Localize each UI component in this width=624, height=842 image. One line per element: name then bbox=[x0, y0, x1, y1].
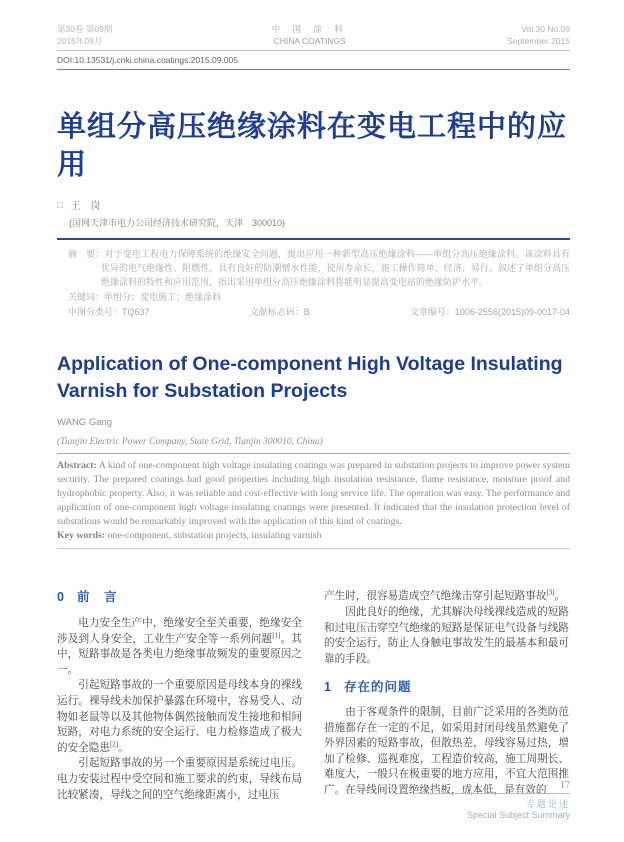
section-title: 前 言 bbox=[76, 590, 118, 605]
article-meta-row bbox=[68, 305, 570, 319]
keywords-text-zh: 单组分；变电施工；绝缘涂料 bbox=[104, 292, 222, 302]
abstract-zh bbox=[68, 247, 570, 289]
paragraph-text: 。其中，短路事故是各类电力绝缘事故频发的重要原因之一。 bbox=[57, 633, 302, 676]
keywords-zh bbox=[68, 290, 570, 304]
article-id: 文章编号：1006-2556(2015)09-0017-04 bbox=[409, 307, 570, 317]
volume-issue-zh: 第30卷 第09期 bbox=[57, 24, 113, 34]
volume-issue-en: Vol.30 No.09 bbox=[521, 24, 570, 34]
abstract-text-en: A kind of one-component high voltage insulating coatings was prepared in substation projects to improve power system security. The prepared coatings had good properties including high insulation resistance, flame resistance, moisture proof and hydrophobic property. Also, it was reliable and cost-effective with long service life. The operation was easy. The performance and application of one-component high voltage insulating coatings were presented. It indicated that the insulation protection level of substations would be remarkably improved with the application of this kind of coatings. bbox=[57, 460, 570, 527]
article-title-en: Application of One-component High Voltage Insulating Varnish for Substation Projects bbox=[57, 353, 563, 402]
section-heading-1 bbox=[324, 680, 569, 696]
left-column bbox=[57, 589, 302, 803]
doi: DOI:10.13531/j.cnki.china.coatings.2015.09.005 bbox=[57, 55, 238, 65]
paragraph bbox=[324, 589, 569, 605]
author-name-en: WANG Gang bbox=[57, 417, 113, 428]
header-center bbox=[272, 24, 348, 47]
header-right bbox=[507, 24, 570, 47]
author-name-zh: 王 岗 bbox=[70, 201, 101, 212]
column-name-zh: 专题论述 bbox=[525, 799, 570, 809]
abstract-label-zh: 摘 要： bbox=[68, 249, 105, 259]
doi-divider bbox=[57, 69, 570, 70]
author-row bbox=[57, 197, 570, 212]
body-columns bbox=[57, 589, 570, 803]
right-column bbox=[324, 589, 569, 803]
abstract-block-zh bbox=[57, 247, 570, 319]
abstract-text-zh: 对于变电工程电力保障系统的绝缘安全问题，提出应用一种新型高压绝缘涂料——单组分高压绝缘涂料。该涂料具有优异的电气绝缘性、阻燃性，具有良好的防潮憎水性能，使用寿命长，施工操作简单、经济、易行。叙述了单组分高压绝缘涂料的特性和应用范围，指出采用单组分高压绝缘涂料将能明显提高变电站的绝缘防护水平。 bbox=[101, 249, 570, 287]
header-left bbox=[57, 24, 112, 47]
keywords-en bbox=[57, 529, 570, 543]
section-heading-0 bbox=[57, 590, 302, 606]
paragraph-text: 产生时，很容易造成空气绝缘击穿引起短路事故 bbox=[324, 591, 547, 603]
keywords-label-en: Key words: bbox=[57, 529, 106, 541]
paragraph-text: 电力安全生产中，绝缘安全至关重要，绝缘安全涉及到人身安全，工业生产安全等一系列问题 bbox=[57, 618, 302, 645]
keywords-text-en: one-component, substation projects, insulating varnish bbox=[107, 529, 322, 541]
column-name-en: Special Subject Summary bbox=[466, 810, 570, 820]
date-zh: 2015年09月 bbox=[57, 35, 103, 46]
abstract-en bbox=[57, 459, 570, 529]
reference-marker: [3] bbox=[546, 588, 555, 597]
english-abstract-divider-bottom bbox=[57, 548, 570, 549]
title-divider-blue bbox=[57, 238, 570, 240]
author-marker-icon: □ bbox=[57, 199, 63, 210]
page-footer bbox=[414, 780, 570, 820]
paragraph-text: 引起短路事故的一个重要原因是母线本身的裸线运行。裸导线未加保护暴露在环境中，容易受人、动物如老鼠等以及其他物体偶然接触而发生接地和相间短路，对电力系统的安全运行、电力检修造成了极大的安全隐患 bbox=[57, 680, 302, 754]
date-en: September 2015 bbox=[507, 35, 570, 46]
article-title-zh: 单组分高压绝缘涂料在变电工程中的应用 bbox=[57, 111, 568, 181]
paragraph bbox=[57, 678, 302, 756]
paragraph: 由于客观条件的限制，目前广泛采用的各类防范措施都存在一定的不足，如采用封闭母线虽然避免了外界因素的短路事故，但散热差，母线容易过热，增加了检修、巡视难度，工程造价较高，施工周期长、难度大，一般只在极重要的地方应用，不宜大范围推广。在导线间设置绝缘挡板，成本低，是有效的 bbox=[324, 707, 569, 796]
abstract-label-en: Abstract: bbox=[57, 460, 97, 471]
affiliation-en: (Tianjin Electric Power Company, State Grid, Tianjin 300010, China) bbox=[57, 437, 323, 447]
paragraph-text: 。 bbox=[554, 591, 566, 603]
paragraph bbox=[57, 616, 302, 678]
reference-marker: [1] bbox=[272, 631, 281, 640]
reference-marker: [2] bbox=[109, 740, 119, 749]
keywords-label-zh: 关键词： bbox=[68, 292, 105, 302]
journal-name-en: CHINA COATINGS bbox=[273, 35, 346, 46]
paragraph: 引起短路事故的另一个重要原因是系统过电压。电力安装过程中受空间和施工要求的约束，导线布局比较紧凑，导线之间的空气绝缘距离小，过电压 bbox=[57, 758, 302, 801]
clc-number: 中图分类号：TQ637 bbox=[68, 307, 150, 317]
abstract-block-en bbox=[57, 459, 570, 542]
document-code: 文献标志码：B bbox=[249, 307, 310, 317]
english-abstract-divider-top bbox=[57, 453, 570, 454]
section-number: 0 bbox=[57, 590, 64, 605]
page-number: 17 bbox=[414, 780, 570, 794]
section-number: 1 bbox=[324, 680, 331, 695]
journal-header bbox=[57, 24, 570, 47]
paragraph-text: 。 bbox=[118, 742, 129, 754]
journal-name-zh: 中 国 涂 料 bbox=[271, 24, 348, 34]
section-title: 存在的问题 bbox=[343, 680, 412, 695]
affiliation-zh: (国网天津市电力公司经济技术研究院，天津 300010) bbox=[69, 218, 286, 228]
paragraph: 因此良好的绝缘，尤其解决母线裸线造成的短路和过电压击穿空气绝缘的短路是保证电气设备与线路的安全运行，防止人身触电事故发生的最基本和最可靠的手段。 bbox=[324, 607, 569, 665]
